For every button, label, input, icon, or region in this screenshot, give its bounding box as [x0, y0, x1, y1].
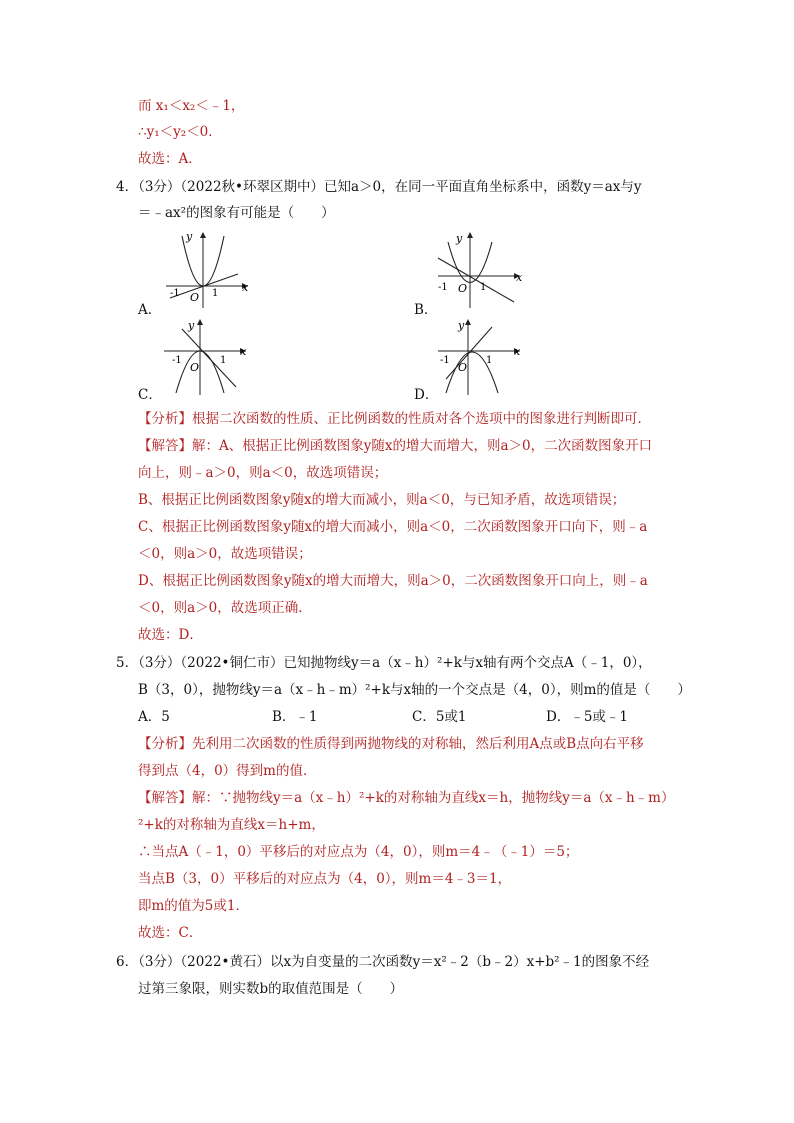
choice-b: B．﹣1	[272, 709, 318, 725]
choice-d: D．﹣5或﹣1	[546, 709, 629, 725]
answer-line: D、根据正比例函数图象y随x的增大而增大，则a＞0，二次函数图象开口向上，则﹣a	[138, 573, 648, 589]
y-axis-label: y	[188, 319, 195, 332]
question-5-line-2: B（3，0），抛物线y＝a（x﹣h﹣m）²+k与x轴的一个交点是（4，0），则m的值是（ ）	[138, 682, 691, 698]
question-5-line-1: 5．（3分）（2022•铜仁市）已知抛物线y＝a（x﹣h）²+k与x轴有两个交点A（﹣1，0），	[116, 655, 652, 671]
choice-c: C．5或1	[412, 709, 467, 725]
y-axis-label: y	[456, 232, 463, 245]
answer-line: ＜0，则a＞0，故选项正确．	[138, 600, 312, 616]
graph-option-a	[160, 228, 255, 310]
x-axis-label: x	[240, 345, 247, 358]
graph-option-d	[434, 315, 529, 397]
origin-label: O	[458, 282, 468, 295]
answer-line: B、根据正比例函数图象y随x的增大而减小，则a＜0，与已知矛盾，故选项错误；	[138, 492, 626, 508]
tick-label: -1	[438, 282, 448, 293]
question-6-line-2: 过第三象限，则实数b的取值范围是（ ）	[138, 981, 404, 997]
answer-line: 即m的值为5或1．	[138, 898, 249, 914]
tick-label: -1	[170, 288, 180, 299]
option-b-label: B．	[414, 302, 438, 318]
analysis-line: 【分析】先利用二次函数的性质得到两抛物线的对称轴，然后利用A点或B点向右平移	[138, 736, 644, 752]
analysis-line: 得到点（4，0）得到m的值．	[138, 763, 317, 779]
answer-line: 向上，则﹣a＞0，则a＜0，故选项错误；	[138, 465, 388, 481]
graph-option-c	[160, 315, 255, 397]
text-line: 而 x₁＜x₂＜﹣1，	[138, 98, 245, 114]
tick-label: 1	[480, 282, 487, 293]
option-d-label: D．	[414, 387, 439, 403]
option-c-label: C．	[138, 387, 162, 403]
origin-label: O	[190, 291, 200, 304]
origin-label: O	[190, 361, 200, 374]
answer-line: ²+k的对称轴为直线x＝h+m，	[138, 817, 325, 833]
origin-label: O	[458, 361, 468, 374]
tick-label: -1	[172, 355, 182, 366]
answer-line: ＜0，则a＞0，故选项错误；	[138, 546, 312, 562]
x-axis-label: x	[516, 271, 523, 284]
analysis-line: 【分析】根据二次函数的性质、正比例函数的性质对各个选项中的图象进行判断即可．	[138, 411, 651, 427]
tick-label: -1	[440, 355, 450, 366]
question-4-line-2: ＝﹣ax²的图象有可能是（ ）	[138, 205, 335, 221]
x-axis-label: x	[242, 281, 249, 294]
answer-line: 当点B（3，0）平移后的对应点为（4，0），则m＝4﹣3＝1，	[138, 871, 512, 887]
answer-line: 【解答】解：A、根据正比例函数图象y随x的增大而增大，则a＞0，二次函数图象开口	[138, 438, 653, 454]
graph-option-b	[434, 228, 529, 310]
question-6-line-1: 6．（3分）（2022•黄石）以x为自变量的二次函数y＝x²﹣2（b﹣2）x+b²﹣1的图象不经	[116, 954, 650, 970]
tick-label: 1	[220, 355, 227, 366]
text-line: 故选：A．	[138, 151, 202, 167]
tick-label: 1	[486, 355, 493, 366]
y-axis-label: y	[458, 319, 465, 332]
answer-line: 【解答】解：∵抛物线y＝a（x﹣h）²+k的对称轴为直线x＝h，抛物线y＝a（x﹣h﹣m）	[138, 790, 675, 806]
option-a-label: A．	[138, 302, 162, 318]
y-axis-label: y	[186, 230, 193, 243]
x-axis-label: x	[514, 345, 521, 358]
question-4-line-1: 4．（3分）（2022秋•环翠区期中）已知a＞0，在同一平面直角坐标系中，函数y＝ax与y	[116, 179, 642, 195]
answer-line: C、根据正比例函数图象y随x的增大而减小，则a＜0，二次函数图象开口向下，则﹣a	[138, 519, 648, 535]
text-line: ∴y₁＜y₂＜0．	[138, 124, 222, 140]
choice-a: A．5	[138, 709, 170, 725]
choice-line: 故选：C．	[138, 925, 203, 941]
tick-label: 1	[212, 288, 219, 299]
choice-line: 故选：D．	[138, 627, 203, 643]
answer-line: ∴当点A（﹣1，0）平移后的对应点为（4，0），则m＝4﹣（﹣1）＝5；	[138, 844, 579, 860]
